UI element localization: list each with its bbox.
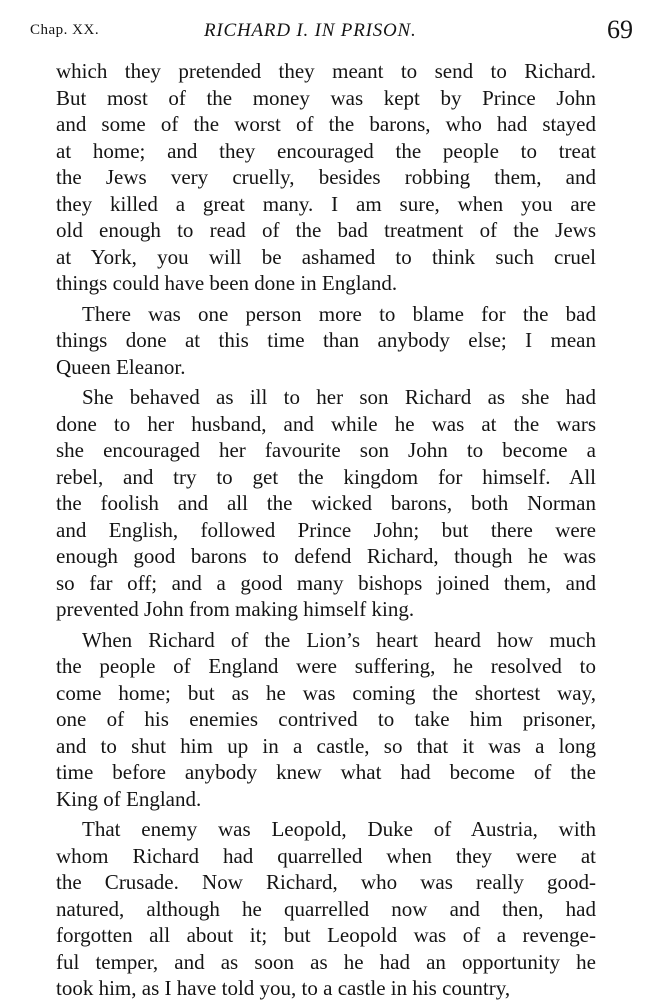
text-line: things could have been done in England. (56, 271, 398, 295)
text-line: and some of the worst of the barons, who had stayed (56, 112, 596, 136)
text-line: one of his enemies contrived to take him prisoner, (56, 707, 596, 731)
paragraph (56, 627, 596, 813)
text-line: When Richard of the Lion’s heart heard how much (82, 627, 596, 652)
page-number: 69 (607, 15, 633, 44)
text-line: She behaved as ill to her son Richard as she had (82, 385, 596, 409)
text-line: forgotten all about it; but Leopold was of a revenge- (56, 923, 596, 947)
text-line: That enemy was Leopold, Duke of Austria, with (82, 817, 596, 841)
text-line: natured, although he quarrelled now and then, had (56, 896, 596, 921)
text-line: so far off; and a good many bishops joined them, and (56, 570, 596, 595)
text-line: they killed a great many. I am sure, when you are (56, 191, 596, 216)
text-line: at home; and they encouraged the people to treat (56, 138, 596, 163)
text-line: ful temper, and as soon as he had an opportunity he (56, 949, 596, 974)
text-line: enough good barons to defend Richard, though he was (56, 544, 596, 568)
text-line: prevented John from making himself king. (56, 597, 415, 621)
text-line: done to her husband, and while he was at the wars (56, 411, 596, 436)
text-line: the foolish and all the wicked barons, both Norman (56, 491, 596, 515)
text-line: she encouraged her favourite son John to become a (56, 438, 596, 462)
text-line: come home; but as he was coming the shortest way, (56, 680, 596, 705)
chapter-label: Chap. XX. (30, 22, 100, 38)
text-line: Queen Eleanor. (56, 354, 186, 379)
text-line: the Crusade. Now Richard, who was really good- (56, 870, 596, 894)
text-line: and to shut him up in a castle, so that it was a long (56, 733, 596, 758)
text-line: which they pretended they meant to send to Richard. (56, 59, 596, 83)
text-line: the people of England were suffering, he resolved to (56, 654, 596, 678)
paragraph (56, 384, 596, 623)
paragraph (56, 816, 596, 1002)
paragraph (56, 301, 596, 381)
text-line: the Jews very cruelly, besides robbing them, and (56, 165, 596, 189)
text-line: rebel, and try to get the kingdom for himself. All (56, 464, 596, 489)
text-line: time before anybody knew what had become of the (56, 760, 596, 784)
text-line: things done at this time than anybody else; I mean (56, 328, 596, 352)
running-title: RICHARD I. IN PRISON. (204, 20, 417, 41)
body-text (56, 58, 596, 1002)
running-header (30, 14, 639, 48)
text-line: whom Richard had quarrelled when they were at (56, 843, 596, 868)
text-line: There was one person more to blame for the bad (82, 301, 596, 326)
text-line: at York, you will be ashamed to think such cruel (56, 244, 596, 269)
text-line: and English, followed Prince John; but there were (56, 517, 596, 542)
text-line: King of England. (56, 786, 202, 811)
text-line: old enough to read of the bad treatment of the Jews (56, 218, 596, 242)
paragraph (56, 58, 596, 297)
text-line: But most of the money was kept by Prince John (56, 85, 596, 110)
text-line: took him, as I have told you, to a castle in his country, (56, 976, 511, 1000)
